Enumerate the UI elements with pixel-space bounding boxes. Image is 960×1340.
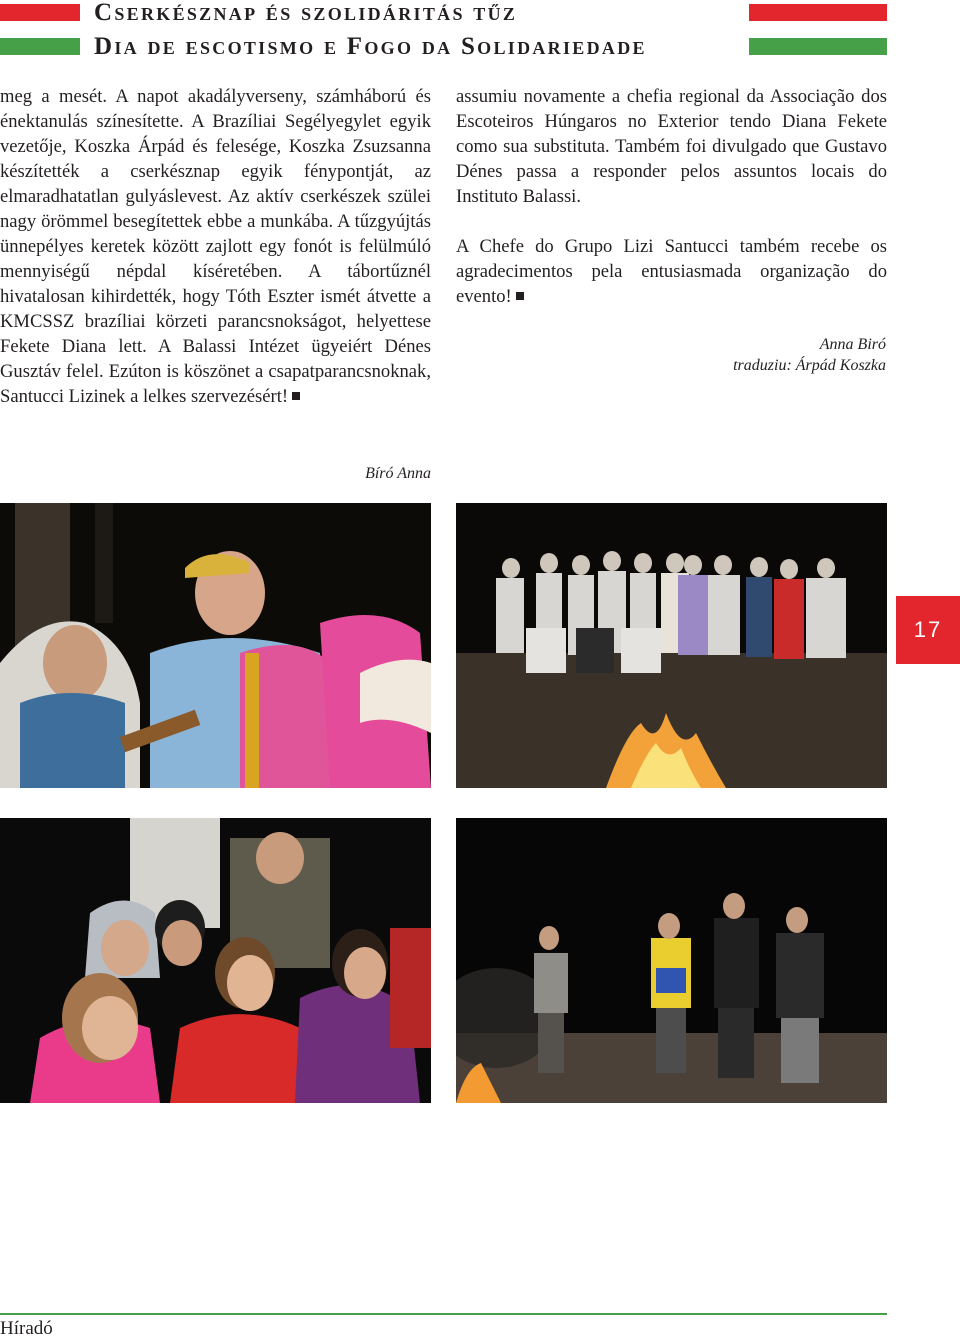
photo-costumed-performers [0,503,431,788]
article-body-hungarian: meg a mesét. A napot akadályverseny, számháború és énektanulás színesítette. A Brazíliai Segélyegylet egyik vezetője, Koszka Árpád és felesége, Koszka Zsuzsanna készítették a cserkésznap egyik fénypontját, az elmaradhatatlan gulyáslevest. Az aktív cserkészek szülei nagy örömmel besegítettek ebbe a munkába. A tűzgyújtás ünnepélyes keretek között zajlott egy fonót is felülmúló mennyiségű népdal kíséretében. A tábortűznél hivatalosan kihirdették, hogy Tóth Eszter ismét átvette a KMCSSZ brazíliai körzeti parancsnokságot, helyettese Fekete Diana lett. A Balassi Intézet ügyeiért Dénes Gusztáv felel. Ezúton is köszönet a csapatparancsnoknak, Santucci Lizinek a lelkes szervezésért! [0,86,431,407]
header-title-portuguese: Dia de escotismo e Fogo da Solidariedade [94,33,647,60]
footer-publication-name: Híradó [0,1318,53,1339]
article-text-hungarian [0,84,431,409]
header-bar-red-right [749,4,887,21]
article-paragraph-2-text: A Chefe do Grupo Lizi Santucci também recebe os agradecimentos pela entusiasmada organização do evento! [456,236,887,307]
end-of-article-mark [292,392,300,400]
header-bar-green-right [749,38,887,55]
signature-hungarian: Bíró Anna [365,465,431,482]
photo-group-campfire [456,503,887,788]
photo-children-at-fire [0,818,431,1103]
header-title-hungarian: Cserkésznap és szolidáritás tűz [94,0,518,26]
photo-scouts-standing [456,818,887,1103]
article-column-hungarian [0,84,431,409]
page-number-tab: 17 [896,596,960,664]
footer-rule [0,1313,887,1315]
header-bar-green-left [0,38,80,55]
article-column-portuguese [456,84,887,309]
article-paragraph-1: assumiu novamente a chefia regional da Associação dos Escoteiros Húngaros no Exterior tendo Diana Fekete como sua substituta. Também foi divulgado que Gustavo Dénes passa a responder pelos assuntos locais do Instituto Balassi. [456,86,887,207]
header-bar-red-left [0,4,80,21]
signature-portuguese-author: Anna Biró [819,336,886,353]
end-of-article-mark-portuguese [516,292,524,300]
article-paragraph-2 [456,234,887,309]
signature-portuguese-translator: traduziu: Árpád Koszka [733,357,886,374]
